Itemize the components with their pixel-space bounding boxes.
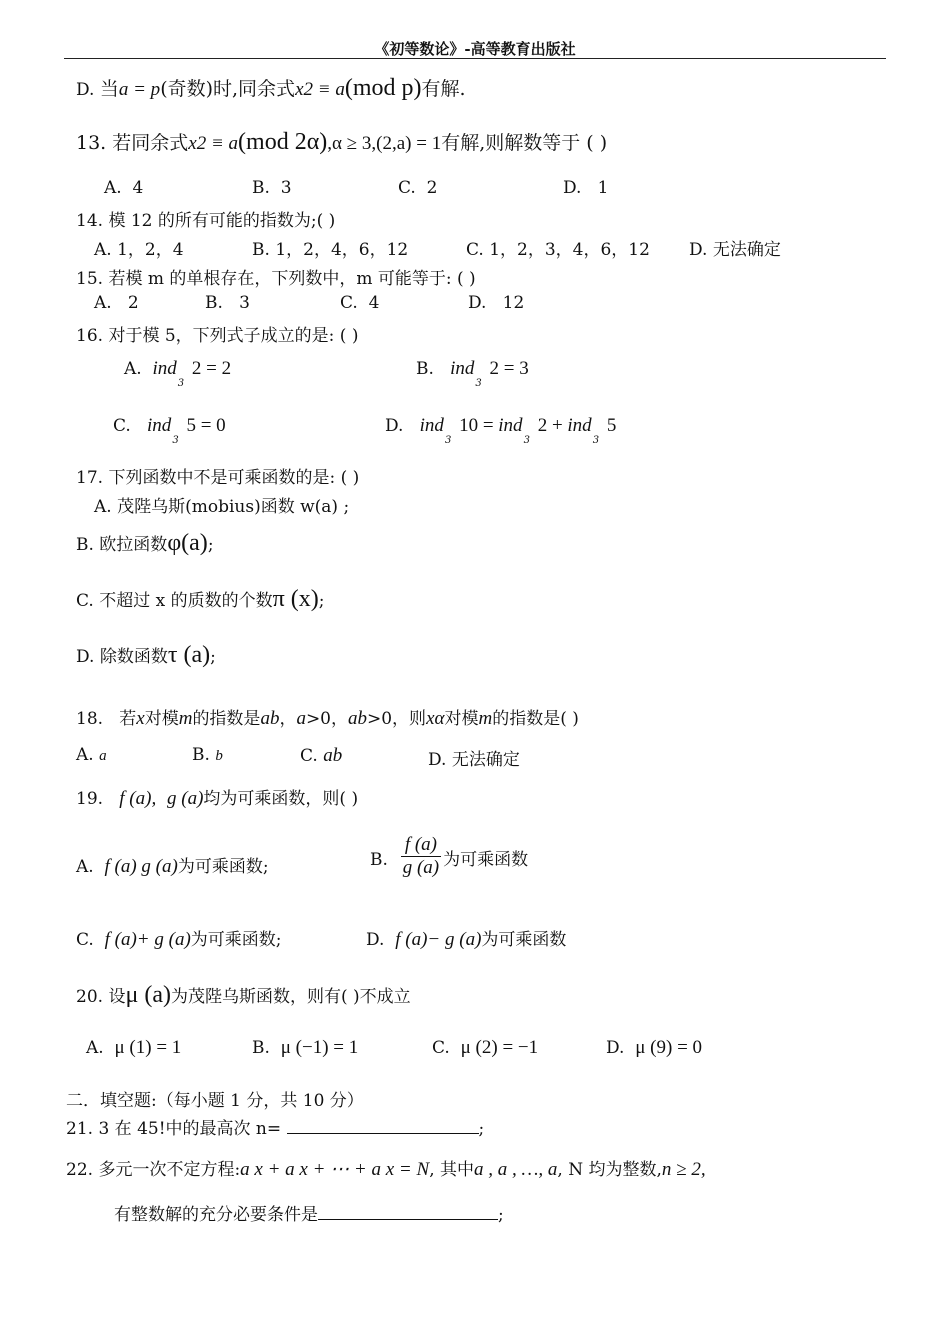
- q22-line1: [66, 1155, 706, 1181]
- option-text: 为可乘函数: [481, 930, 567, 950]
- ind-base: 3: [444, 435, 452, 446]
- fraction-numerator: f (a): [401, 834, 441, 857]
- q21: [66, 1114, 484, 1139]
- q22-condition: n ≥ 2,: [661, 1159, 706, 1180]
- q18-text: 的指数是( ): [492, 709, 579, 729]
- option-label: A.: [94, 240, 112, 260]
- option-math: 2 +: [532, 415, 568, 436]
- q17-option-b: [76, 530, 214, 557]
- option-math: 5: [602, 415, 617, 436]
- q13-condition: ,α ≥ 3,(2,a) = 1: [327, 133, 442, 154]
- q16-option-a: [124, 358, 232, 389]
- q13-option-c: [398, 178, 437, 198]
- option-label: D.: [385, 416, 404, 436]
- option-label: D.: [366, 930, 385, 950]
- divisor-tau: τ (a): [167, 642, 211, 668]
- prime-counting-pi: π (x): [272, 586, 319, 612]
- q22-text: 有整数解的充分必要条件是: [114, 1205, 318, 1225]
- option-math: μ (2) = −1: [460, 1037, 539, 1058]
- ind-base: 3: [523, 435, 530, 446]
- q21-end: ;: [478, 1119, 485, 1139]
- option-label: D.: [76, 80, 95, 100]
- option-text: 为可乘函数: [443, 850, 529, 870]
- q12d-pre: 当: [99, 78, 119, 100]
- q16-option-d: [385, 415, 617, 446]
- q18-option-d: [428, 745, 520, 770]
- option-end: ;: [210, 647, 216, 667]
- option-text: 1: [597, 178, 609, 198]
- option-label: B. 欧拉函数: [76, 535, 168, 555]
- option-label: C.: [300, 746, 318, 766]
- q22-text: , N 均为整数,: [557, 1160, 662, 1180]
- q18-text: ，: [279, 709, 297, 729]
- q16-option-b: [416, 358, 529, 389]
- option-label: B.: [416, 359, 434, 379]
- option-label: C. 不超过 x 的质数的个数: [76, 591, 273, 611]
- q12d-mod: (mod p): [344, 75, 422, 101]
- option-label: A.: [76, 745, 94, 765]
- ind-base: 3: [177, 378, 185, 389]
- q20-option-a: [86, 1037, 181, 1059]
- q20-option-c: [432, 1037, 538, 1059]
- q13-stem-a: 13. 若同余式: [76, 132, 189, 154]
- q19-g: g (a): [167, 788, 204, 809]
- q19-option-c: [76, 925, 282, 951]
- q18-option-b: [192, 745, 223, 765]
- option-label: D.: [468, 293, 487, 313]
- q15-stem: 15. 若模 m 的单根存在，下列数中，m 可能等于: ( ): [76, 269, 476, 289]
- option-math: μ (−1) = 1: [280, 1037, 359, 1058]
- q14-option-b: [252, 235, 408, 260]
- q19-option-d: [366, 925, 566, 951]
- q22-line2: [114, 1200, 504, 1225]
- q17-option-c: [76, 586, 324, 613]
- option-text: 4: [132, 178, 144, 198]
- option-label: B.: [192, 745, 210, 765]
- q18-text: >0，则: [367, 709, 427, 729]
- option-text: 1，2，4: [117, 240, 184, 260]
- option-math: μ (9) = 0: [635, 1037, 703, 1058]
- q20-stem: [76, 982, 411, 1009]
- option-text: 无法确定: [451, 750, 520, 770]
- q12d-congruence: x2 ≡ a: [295, 79, 345, 100]
- q12-option-d: [76, 74, 466, 102]
- ind-base: 3: [172, 435, 179, 446]
- option-text: ab: [323, 745, 343, 766]
- q21-text: 21. 3 在 45!中的最高次 n=: [66, 1119, 282, 1139]
- option-end: ;: [318, 591, 325, 611]
- q22-coefficients: a , a , …, a: [474, 1159, 558, 1180]
- q20-text: 20. 设: [76, 987, 126, 1007]
- option-text: 2: [127, 293, 139, 313]
- option-label: A.: [86, 1038, 104, 1058]
- q13-option-a: [104, 178, 143, 198]
- fraction-denominator: g (a): [402, 857, 440, 878]
- option-text: 1，2，4，6，12: [275, 240, 409, 260]
- option-label: B.: [252, 178, 270, 198]
- q18-var: ab: [260, 708, 280, 729]
- option-math: 2 = 3: [484, 358, 529, 379]
- q17-option-a: A. 茂陛乌斯(mobius)函数 w(a) ;: [94, 497, 350, 517]
- ind-symbol: ind: [147, 415, 172, 436]
- q13-option-b: [252, 178, 292, 198]
- option-label: C.: [466, 240, 484, 260]
- ind-base: 3: [592, 435, 600, 446]
- option-text: 3: [280, 178, 292, 198]
- option-text: a: [99, 748, 107, 764]
- q18-var: m: [478, 708, 493, 729]
- q16-stem: 16. 对于模 5，下列式子成立的是: ( ): [76, 326, 359, 346]
- q18-var: x: [136, 708, 145, 729]
- q19-f: f (a),: [119, 788, 157, 809]
- q22-text: , 其中: [429, 1160, 474, 1180]
- option-label: C.: [76, 930, 94, 950]
- q14-option-c: [466, 235, 650, 260]
- option-text: 为可乘函数;: [190, 930, 282, 950]
- option-text: 2: [426, 178, 438, 198]
- q12d-post: 有解.: [421, 78, 466, 100]
- option-math: 5 = 0: [181, 415, 226, 436]
- option-math: f (a) g (a): [104, 856, 178, 877]
- option-text: 1，2，3，4，6，12: [489, 240, 650, 260]
- q19-option-b: [370, 834, 528, 879]
- option-math: 2 = 2: [187, 358, 232, 379]
- option-label: B.: [205, 293, 223, 313]
- q19-text: 均为可乘函数，则( ): [203, 789, 359, 809]
- q20-option-b: [252, 1037, 358, 1059]
- option-math: 10 =: [454, 415, 499, 436]
- q15-option-d: [468, 293, 524, 313]
- option-text: b: [215, 748, 223, 764]
- option-end: ;: [207, 535, 214, 555]
- option-label: D.: [606, 1038, 625, 1058]
- q18-stem: [76, 704, 579, 730]
- ind-symbol: ind: [152, 358, 177, 379]
- q13-mod: (mod 2α): [238, 129, 328, 155]
- q14-stem: 14. 模 12 的所有可能的指数为;( ): [76, 211, 336, 231]
- q13-option-d: [563, 178, 608, 198]
- option-math: f (a)− g (a): [395, 929, 482, 950]
- q18-var: xα: [426, 708, 445, 729]
- q15-option-c: [340, 293, 379, 313]
- q13-stem-b: 有解,则解数等于 ( ): [441, 132, 608, 154]
- q13-congruence: x2 ≡ a: [188, 133, 239, 154]
- q13-stem: [76, 128, 607, 156]
- option-text: 无法确定: [712, 240, 781, 260]
- q14-option-a: [94, 235, 184, 260]
- option-label: D.: [689, 240, 708, 260]
- q22-answer-blank[interactable]: [318, 1203, 498, 1220]
- option-label: B.: [252, 240, 270, 260]
- option-label: D.: [563, 178, 582, 198]
- q20-text: 为茂陛乌斯函数，则有( )不成立: [170, 987, 411, 1007]
- q22-end: ;: [498, 1205, 504, 1225]
- q12d-mid: (奇数)时,同余式: [160, 78, 296, 100]
- q14-option-d: [689, 235, 781, 260]
- q19-option-a: [76, 852, 269, 878]
- q18-text: 对模: [444, 709, 479, 729]
- option-label: D. 除数函数: [76, 647, 168, 667]
- q17-option-d: [76, 642, 216, 669]
- q19-stem: [76, 784, 358, 810]
- q18-var: ab: [348, 708, 367, 729]
- q18-option-c: [300, 745, 342, 767]
- q15-option-a: [94, 293, 139, 313]
- ind-symbol: ind: [419, 415, 444, 436]
- option-label: D.: [428, 750, 447, 770]
- option-math: f (a)+ g (a): [104, 929, 191, 950]
- option-text: 12: [502, 293, 525, 313]
- option-label: A.: [124, 359, 142, 379]
- option-label: C.: [340, 293, 358, 313]
- option-label: C.: [113, 416, 131, 436]
- q18-var: m: [178, 708, 193, 729]
- option-label: A.: [94, 293, 112, 313]
- euler-phi: φ(a): [167, 530, 208, 556]
- option-label: A.: [76, 857, 94, 877]
- q12d-eq: a = p: [118, 79, 161, 100]
- option-label: A.: [104, 178, 122, 198]
- ind-symbol: ind: [450, 358, 475, 379]
- q18-text: 对模: [144, 709, 179, 729]
- q18-var: a: [296, 708, 306, 729]
- ind-symbol: ind: [498, 415, 523, 436]
- q18-option-a: [76, 745, 107, 765]
- q18-text: 的指数是: [192, 709, 261, 729]
- q16-option-c: [113, 415, 226, 446]
- q18-text: 若: [119, 709, 137, 729]
- q20-option-d: [606, 1037, 702, 1059]
- q15-option-b: [205, 293, 250, 313]
- q21-answer-blank[interactable]: [287, 1117, 479, 1134]
- fraction: [401, 834, 441, 879]
- section-fill-in-title: 二．填空题:（每小题 1 分，共 10 分）: [66, 1091, 364, 1111]
- ind-symbol: ind: [567, 415, 592, 436]
- option-label: C.: [398, 178, 416, 198]
- q18-number: 18.: [76, 709, 104, 729]
- option-label: B.: [370, 850, 388, 870]
- q18-text: >0，: [305, 709, 348, 729]
- option-text: 3: [239, 293, 250, 313]
- q17-stem: 17. 下列函数中不是可乘函数的是: ( ): [76, 468, 360, 488]
- ind-base: 3: [475, 378, 482, 389]
- option-text: 为可乘函数;: [177, 857, 269, 877]
- option-text: 4: [368, 293, 380, 313]
- option-math: μ (1) = 1: [114, 1037, 182, 1058]
- q22-text: 22. 多元一次不定方程:: [66, 1160, 241, 1180]
- option-label: B.: [252, 1038, 270, 1058]
- page-header: 《初等数论》-高等教育出版社: [64, 38, 886, 59]
- q22-equation: a x + a x + ⋯ + a x = N: [240, 1159, 430, 1180]
- option-label: C.: [432, 1038, 450, 1058]
- q19-number: 19.: [76, 789, 104, 809]
- mobius-mu: μ (a): [125, 982, 171, 1008]
